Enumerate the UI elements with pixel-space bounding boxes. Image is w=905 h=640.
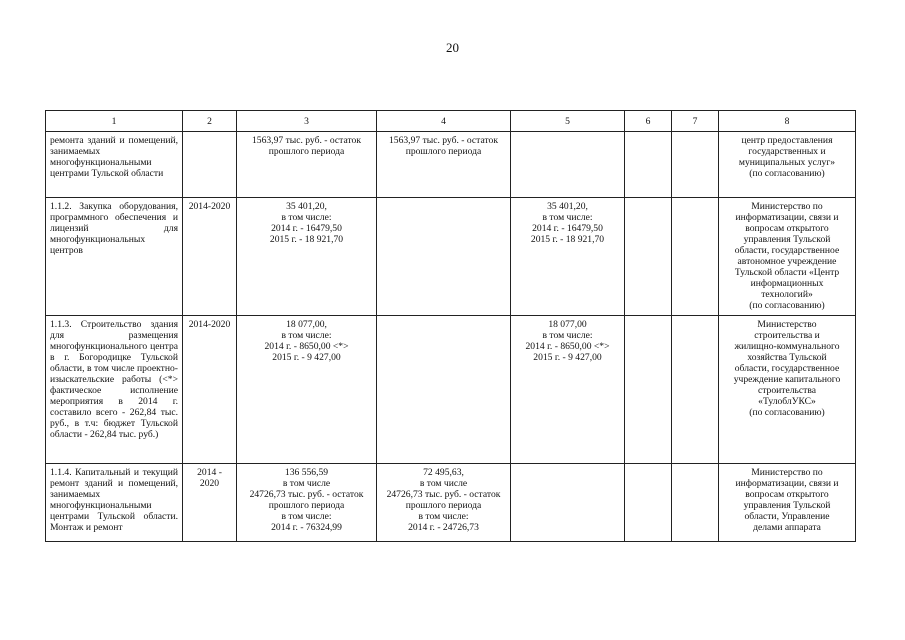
header-cell-7: 7 [672, 111, 719, 132]
table-row [46, 464, 856, 542]
responsible-cell: Министерство строительства и жилищно-коммунального хозяйства Тульской области, государственное учреждение капитального строительства «ТулоблУКС» (по согласованию) [719, 316, 856, 464]
header-cell-3: 3 [237, 111, 377, 132]
funding-cell-col7 [672, 316, 719, 464]
table-row [46, 316, 856, 464]
responsible-cell: Министерство по информатизации, связи и вопросам открытого управления Тульской области, государственное автономное учреждение Тульской области «Центр информационных технологий» (по согласованию) [719, 198, 856, 316]
funding-cell-col7 [672, 464, 719, 542]
funding-cell-col7 [672, 198, 719, 316]
responsible-cell: центр предоставления государственных и муниципальных услуг» (по согласованию) [719, 132, 856, 198]
header-cell-2: 2 [183, 111, 237, 132]
header-cell-8: 8 [719, 111, 856, 132]
period-cell [183, 132, 237, 198]
page-number: 20 [446, 40, 459, 55]
funding-cell-col6 [625, 132, 672, 198]
funding-cell-col5: 35 401,20, в том числе: 2014 г. - 16479,50 2015 г. - 18 921,70 [511, 198, 625, 316]
table-row [46, 132, 856, 198]
total-funding-cell: 136 556,59 в том числе 24726,73 тыс. руб. - остаток прошлого периода в том числе: 2014 г. - 76324,99 [237, 464, 377, 542]
measure-name-cell: 1.1.3. Строительство здания для размещения многофункционального центра в г. Богородицке Тульской области, в том числе проектно-изыскательские работы (<*> фактическое исполнение мероприятия в 2014 г. составило всего - 262,84 тыс. руб., в т.ч: бюджет Тульской области - 262,84 тыс. руб.) [46, 316, 183, 464]
measure-name-cell: 1.1.2. Закупка оборудования, программного обеспечения и лицензий для многофункциональных центров [46, 198, 183, 316]
header-row [46, 111, 856, 132]
funding-cell-col4 [377, 316, 511, 464]
funding-cell-col5: 18 077,00 в том числе: 2014 г. - 8650,00 <*> 2015 г. - 9 427,00 [511, 316, 625, 464]
funding-cell-col5 [511, 132, 625, 198]
funding-cell-col6 [625, 316, 672, 464]
table-row [46, 198, 856, 316]
funding-cell-col4: 72 495,63, в том числе 24726,73 тыс. руб. - остаток прошлого периода в том числе: 2014 г. - 24726,73 [377, 464, 511, 542]
total-funding-cell: 18 077,00, в том числе: 2014 г. - 8650,00 <*> 2015 г. - 9 427,00 [237, 316, 377, 464]
period-cell: 2014-2020 [183, 198, 237, 316]
funding-cell-col4 [377, 198, 511, 316]
program-table [45, 110, 856, 542]
period-cell: 2014-2020 [183, 316, 237, 464]
total-funding-cell: 1563,97 тыс. руб. - остаток прошлого периода [237, 132, 377, 198]
funding-cell-col6 [625, 464, 672, 542]
measure-name-cell: ремонта зданий и помещений, занимаемых многофункциональными центрами Тульской области [46, 132, 183, 198]
responsible-cell: Министерство по информатизации, связи и вопросам открытого управления Тульской области, Управление делами аппарата [719, 464, 856, 542]
funding-cell-col6 [625, 198, 672, 316]
header-cell-6: 6 [625, 111, 672, 132]
funding-cell-col4: 1563,97 тыс. руб. - остаток прошлого периода [377, 132, 511, 198]
period-cell: 2014 - 2020 [183, 464, 237, 542]
measure-name-cell: 1.1.4. Капитальный и текущий ремонт зданий и помещений, занимаемых многофункциональными центрами Тульской области. Монтаж и ремонт [46, 464, 183, 542]
funding-cell-col5 [511, 464, 625, 542]
header-cell-4: 4 [377, 111, 511, 132]
header-cell-5: 5 [511, 111, 625, 132]
header-cell-1: 1 [46, 111, 183, 132]
total-funding-cell: 35 401,20, в том числе: 2014 г. - 16479,50 2015 г. - 18 921,70 [237, 198, 377, 316]
funding-cell-col7 [672, 132, 719, 198]
